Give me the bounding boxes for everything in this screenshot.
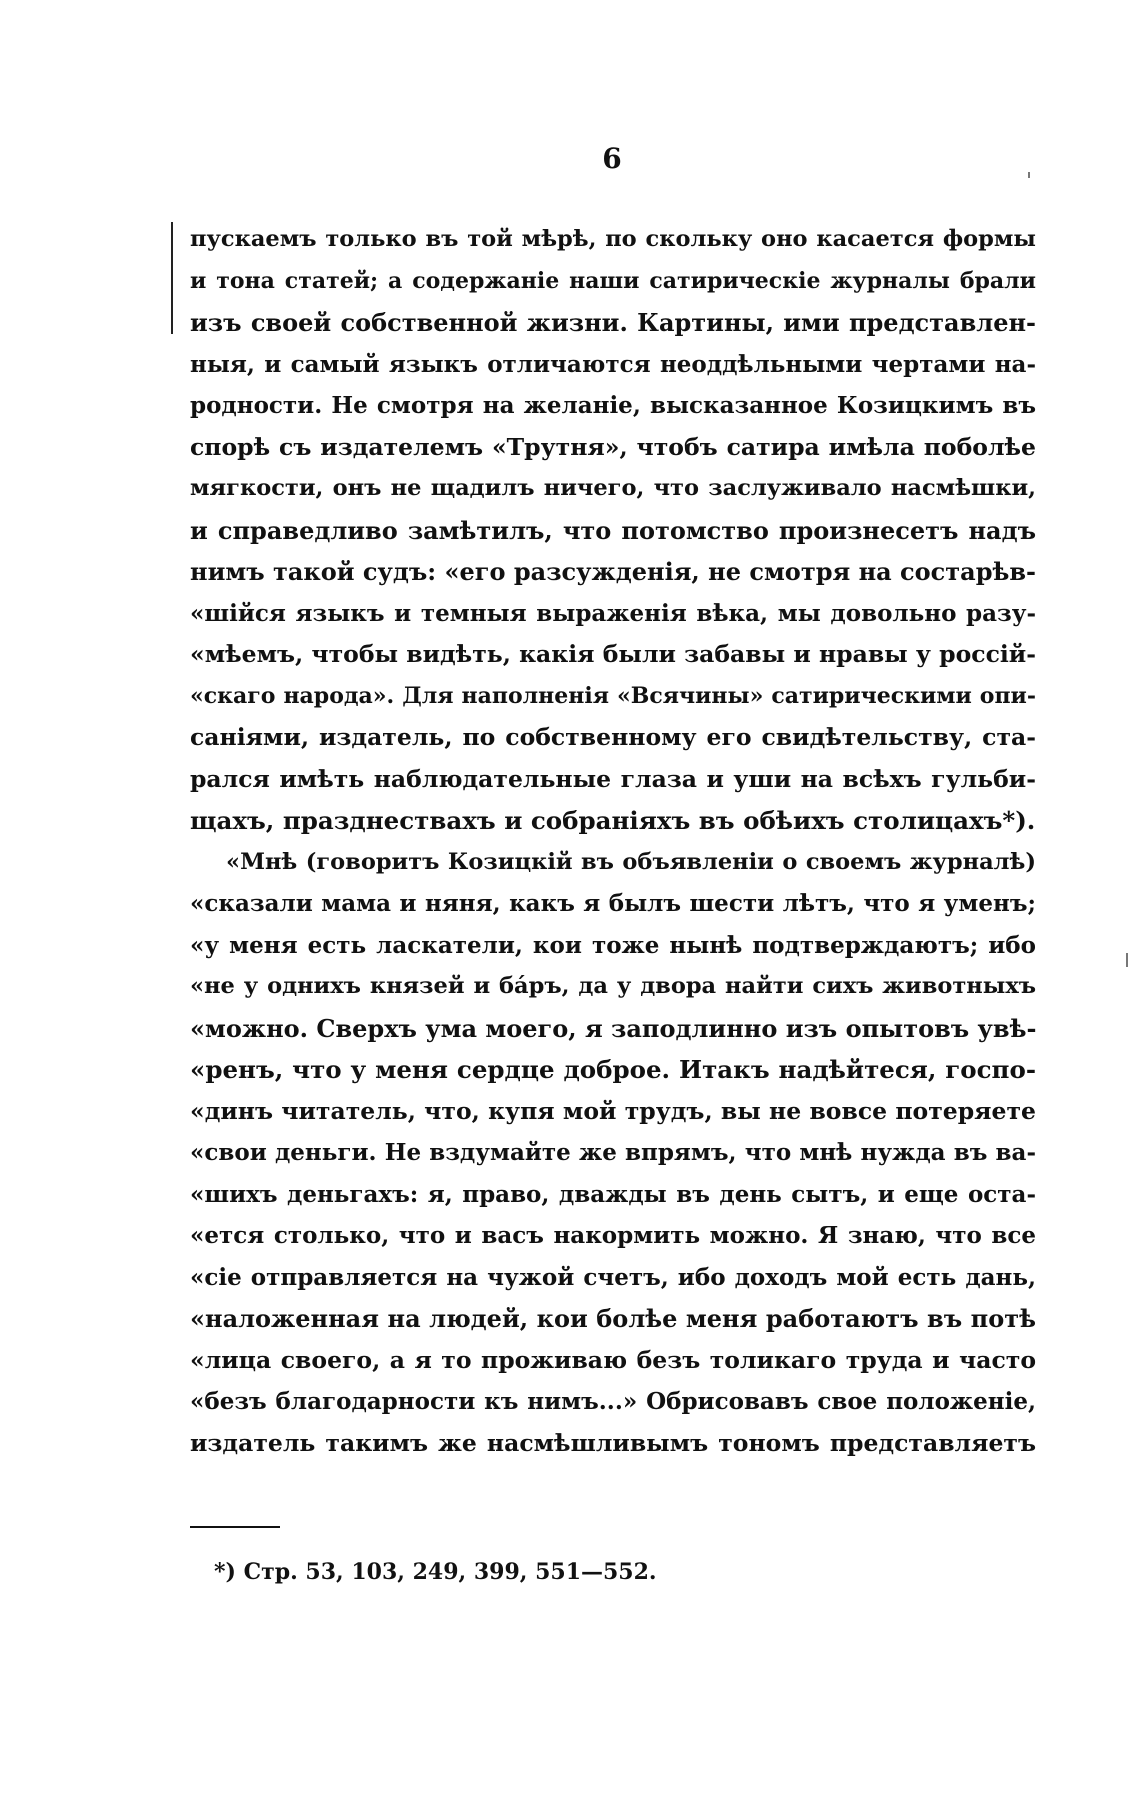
text-line: «шійся языкъ и темныя выраженія вѣка, мы довольно разу- [190, 599, 1036, 627]
page-number: 6 [602, 142, 622, 175]
text-line: щахъ, празднествахъ и собраніяхъ въ обѣихъ столицахъ*). [190, 806, 1036, 835]
text-line: изъ своей собственной жизни. Картины, ими представлен- [190, 308, 1036, 337]
text-line: родности. Не смотря на желаніе, высказанное Козицкимъ въ [190, 392, 1036, 419]
ink-speck [1028, 172, 1030, 178]
text-line: «динъ читатель, что, купя мой трудъ, вы не вовсе потеряете [190, 1096, 1036, 1125]
text-line: «безъ благодарности къ нимъ...» Обрисовавъ свое положеніе, [190, 1388, 1036, 1415]
ink-speck [1126, 953, 1128, 967]
margin-mark [171, 222, 173, 334]
text-line: издатель такимъ же насмѣшливымъ тономъ представляетъ [190, 1428, 1036, 1457]
text-line: «свои деньги. Не вздумайте же впрямъ, что мнѣ нужда въ ва- [190, 1139, 1036, 1166]
text-line: пускаемъ только въ той мѣрѣ, по скольку оно касается формы [190, 226, 1036, 252]
text-line: «лица своего, а я то проживаю безъ толикаго труда и часто [190, 1345, 1036, 1374]
text-line: «скаго народа». Для наполненія «Всячины» сатирическими опи- [190, 682, 1036, 709]
text-line: и тона статей; а содержаніе наши сатирическіе журналы брали [190, 267, 1036, 294]
text-line: «Мнѣ (говоритъ Козицкій въ объявленіи о своемъ журналѣ) [226, 848, 1036, 875]
text-line: и справедливо замѣтилъ, что потомство произнесетъ надъ [190, 515, 1036, 545]
text-line: «сказали мама и няня, какъ я былъ шести лѣтъ, что я уменъ; [190, 890, 1036, 917]
text-line: «ренъ, что у меня сердце доброе. Итакъ надѣйтеся, госпо- [190, 1055, 1036, 1084]
text-line: «можно. Сверхъ ума моего, я заподлинно изъ опытовъ увѣ- [190, 1013, 1036, 1043]
text-line: «у меня есть ласкатели, кои тоже нынѣ подтверждаютъ; ибо [190, 931, 1036, 959]
text-line: «мѣемъ, чтобы видѣть, какія были забавы и нравы у россій- [190, 640, 1036, 668]
text-line: ныя, и самый языкъ отличаются неоддѣльными чертами на- [190, 350, 1036, 378]
text-line: спорѣ съ издателемъ «Трутня», чтобъ сатира имѣла поболѣе [190, 432, 1036, 461]
text-line: «не у однихъ князей и бáръ, да у двора найти сихъ животныхъ [190, 973, 1036, 999]
text-line: «шихъ деньгахъ: я, право, дважды въ день сытъ, и еще оста- [190, 1180, 1036, 1208]
body-text [190, 219, 1036, 1464]
text-line: «ется столько, что и васъ накормить можно. Я знаю, что все [190, 1222, 1036, 1249]
text-line: нимъ такой судъ: «его разсужденія, не смотря на состарѣв- [190, 557, 1036, 586]
text-line: рался имѣть наблюдательные глаза и уши на всѣхъ гульби- [190, 764, 1036, 793]
text-line: мягкости, онъ не щадилъ ничего, что заслуживало насмѣшки, [190, 475, 1036, 501]
text-line: саніями, издатель, по собственному его свидѣтельству, ста- [190, 723, 1036, 751]
footnote-rule [190, 1526, 280, 1528]
text-line: «наложенная на людей, кои болѣе меня работаютъ въ потѣ [190, 1304, 1036, 1333]
footnote: *) Стр. 53, 103, 249, 399, 551—552. [214, 1559, 657, 1585]
text-line: «сіе отправляется на чужой счетъ, ибо доходъ мой есть дань, [190, 1263, 1036, 1291]
